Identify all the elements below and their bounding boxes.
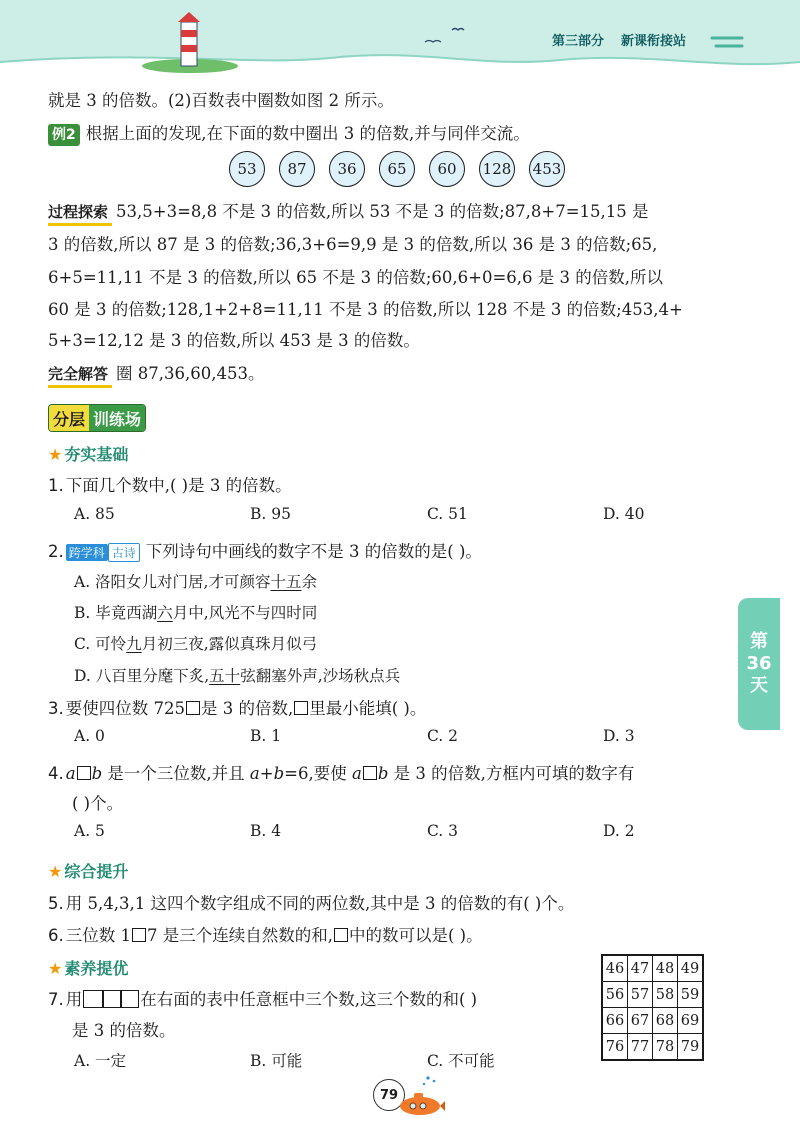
header-title: 新课衔接站 bbox=[621, 34, 687, 49]
question-1 bbox=[48, 472, 292, 496]
subhead-text: 素养提优 bbox=[64, 959, 129, 978]
option-a bbox=[74, 570, 317, 592]
grid-cell: 49 bbox=[678, 955, 704, 982]
option-text: 月中,风光不与四时同 bbox=[172, 604, 318, 622]
answer-line bbox=[48, 363, 264, 388]
circled-number: 65 bbox=[379, 151, 415, 187]
section-banner bbox=[48, 404, 146, 432]
header-part: 第三部分 bbox=[552, 34, 605, 49]
question-text: + bbox=[259, 764, 274, 783]
day-side-tab bbox=[738, 598, 780, 730]
submarine-icon bbox=[396, 1072, 446, 1120]
question-text: 中的数可以是( )。 bbox=[349, 926, 483, 945]
page-header bbox=[0, 0, 800, 80]
option-b: B. 可能 bbox=[250, 1052, 303, 1070]
option-b: B. 95 bbox=[250, 505, 291, 523]
blank-box bbox=[294, 701, 308, 715]
option-c: C. 51 bbox=[427, 505, 468, 523]
circled-number: 128 bbox=[479, 151, 515, 187]
question-5 bbox=[48, 890, 574, 914]
option-text: 月初三夜,露似真珠月似弓 bbox=[141, 635, 318, 653]
question-text: 三位数 1 bbox=[65, 926, 131, 945]
grid-cell: 68 bbox=[653, 1008, 678, 1034]
question-text: 是 3 的倍数, bbox=[201, 699, 294, 718]
blank-box bbox=[363, 766, 377, 780]
process-line: 5+3=12,12 是 3 的倍数,所以 453 是 3 的倍数。 bbox=[48, 331, 420, 350]
side-tab-text: 第 bbox=[750, 631, 768, 652]
grid-cell: 56 bbox=[602, 982, 628, 1008]
subhead-comprehensive bbox=[48, 859, 128, 882]
variable-b: b bbox=[91, 764, 103, 783]
question-text: 要使四位数 725 bbox=[65, 699, 185, 718]
process-line: 3 的倍数,所以 87 是 3 的倍数;36,3+6=9,9 是 3 的倍数,所以 36 是 3 的倍数;65, bbox=[48, 235, 658, 254]
star-icon: ★ bbox=[48, 445, 63, 464]
three-cell-frame bbox=[83, 990, 139, 1008]
page-number: 79 bbox=[373, 1079, 405, 1111]
process-line bbox=[48, 201, 649, 226]
option-c bbox=[74, 632, 317, 654]
grid-cell: 79 bbox=[678, 1034, 704, 1061]
option-d: D. 3 bbox=[603, 727, 635, 745]
side-tab-number: 36 bbox=[746, 653, 772, 674]
example-badge: 例2 bbox=[48, 124, 80, 146]
question-number: 1. bbox=[48, 476, 64, 495]
grid-cell: 59 bbox=[678, 982, 704, 1008]
poem-tag: 古诗 bbox=[108, 543, 140, 562]
question-text: 是一个三位数,并且 bbox=[102, 764, 250, 783]
question-number: 2. bbox=[48, 542, 64, 561]
option-c: C. 2 bbox=[427, 727, 459, 745]
option-d: D. 2 bbox=[603, 822, 635, 840]
subhead-text: 夯实基础 bbox=[64, 445, 129, 464]
option-d: D. 40 bbox=[603, 505, 645, 523]
question-2 bbox=[48, 538, 482, 562]
question-number: 3. bbox=[48, 699, 64, 718]
circled-number: 53 bbox=[229, 151, 265, 187]
option-c: C. 3 bbox=[427, 822, 459, 840]
intro-line: 就是 3 的倍数。(2)百数表中圈数如图 2 所示。 bbox=[48, 91, 394, 110]
example-text: 根据上面的发现,在下面的数中圈出 3 的倍数,并与同伴交流。 bbox=[85, 124, 530, 143]
answer-label: 完全解答 bbox=[48, 363, 112, 388]
option-a: A. 85 bbox=[74, 505, 115, 523]
question-text: 下列诗句中画线的数字不是 3 的倍数的是( )。 bbox=[145, 542, 482, 561]
question-text: =6,要使 bbox=[284, 764, 352, 783]
grid-cell: 47 bbox=[628, 955, 653, 982]
variable-a: a bbox=[65, 764, 76, 783]
grid-cell: 76 bbox=[602, 1034, 628, 1061]
circled-numbers bbox=[229, 151, 565, 187]
option-text: D. 八百里分麾下炙, bbox=[74, 667, 210, 685]
question-text: 用 5,4,3,1 这四个数字组成不同的两位数,其中是 3 的倍数的有( )个。 bbox=[65, 894, 575, 913]
circled-number: 60 bbox=[429, 151, 465, 187]
grid-cell: 78 bbox=[653, 1034, 678, 1061]
process-label: 过程探索 bbox=[48, 201, 112, 226]
question-7-line2: 是 3 的倍数。 bbox=[72, 1021, 176, 1040]
grid-cell: 77 bbox=[628, 1034, 653, 1061]
underlined-number: 五十 bbox=[209, 667, 241, 685]
process-line: 60 是 3 的倍数;128,1+2+8=11,11 不是 3 的倍数,所以 128 不是 3 的倍数;453,4+ bbox=[48, 300, 683, 319]
question-6 bbox=[48, 922, 483, 946]
subhead-basics bbox=[48, 442, 128, 465]
question-3 bbox=[48, 695, 426, 719]
option-c: C. 不可能 bbox=[427, 1052, 495, 1070]
answer-text: 圈 87,36,60,453。 bbox=[116, 364, 265, 383]
circled-number: 36 bbox=[329, 151, 365, 187]
grid-cell: 58 bbox=[653, 982, 678, 1008]
variable-b: b bbox=[273, 764, 285, 783]
grid-row bbox=[602, 955, 703, 982]
option-text: 弦翻塞外声,沙场秋点兵 bbox=[240, 667, 401, 685]
question-text: 里最小能填( )。 bbox=[309, 699, 427, 718]
variable-a: a bbox=[249, 764, 260, 783]
variable-a: a bbox=[351, 764, 362, 783]
grid-row bbox=[602, 1008, 703, 1034]
question-text: 用 bbox=[65, 990, 83, 1009]
circled-number: 453 bbox=[529, 151, 565, 187]
grid-cell: 66 bbox=[602, 1008, 628, 1034]
blank-box bbox=[186, 701, 200, 715]
circled-number: 87 bbox=[279, 151, 315, 187]
cross-subject-tag: 跨学科 bbox=[66, 544, 108, 561]
option-b: B. 1 bbox=[250, 727, 282, 745]
question-text: 是 3 的倍数,方框内可填的数字有 bbox=[388, 764, 635, 783]
question-text: 下面几个数中,( )是 3 的倍数。 bbox=[65, 476, 292, 495]
blank-box bbox=[132, 928, 146, 942]
grid-cell: 57 bbox=[628, 982, 653, 1008]
star-icon: ★ bbox=[48, 862, 63, 881]
underlined-number: 六 bbox=[157, 604, 173, 622]
option-b bbox=[74, 601, 317, 623]
grid-cell: 46 bbox=[602, 955, 628, 982]
option-a: A. 5 bbox=[74, 822, 105, 840]
blank-box bbox=[334, 928, 348, 942]
option-text: 余 bbox=[301, 573, 318, 591]
option-d bbox=[74, 664, 400, 686]
blank-box bbox=[77, 766, 91, 780]
question-7 bbox=[48, 986, 477, 1010]
option-text: C. 可怜 bbox=[74, 635, 127, 653]
number-grid bbox=[601, 954, 704, 1061]
section-banner-part2: 训练场 bbox=[89, 405, 145, 431]
grid-cell: 67 bbox=[628, 1008, 653, 1034]
section-banner-part1: 分层 bbox=[49, 405, 89, 431]
subhead-advanced bbox=[48, 956, 128, 979]
question-4 bbox=[48, 760, 634, 784]
question-number: 4. bbox=[48, 764, 64, 783]
underlined-number: 九 bbox=[126, 635, 142, 653]
variable-b: b bbox=[377, 764, 389, 783]
star-icon: ★ bbox=[48, 959, 63, 978]
underlined-number: 十五 bbox=[270, 573, 302, 591]
question-text: 7 是三个连续自然数的和, bbox=[147, 926, 333, 945]
option-text: A. 洛阳女儿对门居,才可颜容 bbox=[74, 573, 271, 591]
question-number: 5. bbox=[48, 894, 64, 913]
grid-cell: 48 bbox=[653, 955, 678, 982]
option-b: B. 4 bbox=[250, 822, 282, 840]
example-line bbox=[48, 123, 530, 146]
grid-cell: 69 bbox=[678, 1008, 704, 1034]
subhead-text: 综合提升 bbox=[64, 862, 129, 881]
option-a: A. 0 bbox=[74, 727, 105, 745]
process-line: 6+5=11,11 不是 3 的倍数,所以 65 不是 3 的倍数;60,6+0=6,6 是 3 的倍数,所以 bbox=[48, 268, 663, 287]
side-tab-text: 天 bbox=[750, 675, 768, 696]
question-number: 7. bbox=[48, 990, 64, 1009]
question-text: 在右面的表中任意框中三个数,这三个数的和( ) bbox=[140, 990, 478, 1009]
question-4-line2: ( )个。 bbox=[72, 794, 124, 813]
option-a: A. 一定 bbox=[74, 1052, 127, 1070]
grid-row bbox=[602, 982, 703, 1008]
process-text: 53,5+3=8,8 不是 3 的倍数,所以 53 不是 3 的倍数;87,8+7=15,15 是 bbox=[116, 202, 649, 221]
question-number: 6. bbox=[48, 926, 64, 945]
grid-row bbox=[602, 1034, 703, 1061]
option-text: B. 毕竟西湖 bbox=[74, 604, 158, 622]
